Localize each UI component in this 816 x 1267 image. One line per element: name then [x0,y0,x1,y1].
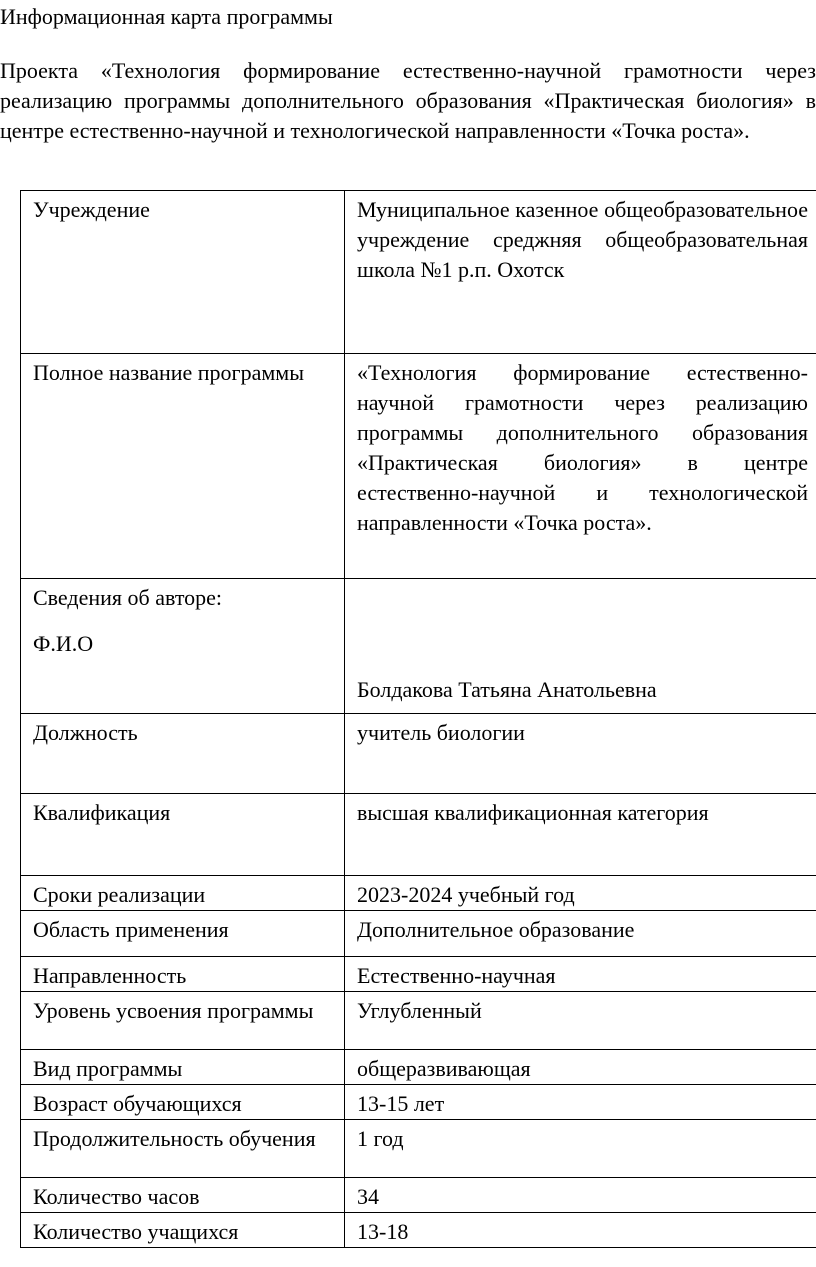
author-label: Сведения об авторе: [33,585,223,610]
page-title: Информационная карта программы [0,4,333,29]
row-label-timeframe: Сроки реализации [21,876,345,911]
table-row [21,1120,816,1178]
row-label-program-name: Полное название программы [21,354,345,579]
table-row [21,957,816,992]
row-value-position: учитель биологии [345,714,816,794]
table-row [21,1178,816,1213]
table-row [21,1050,816,1085]
row-value-program-name: «Технология формирование естественно-научной грамотности через реализацию программы дополнительного образования «Практическая биология» в центре естественно-научной и технологической направленности «Точка роста». [345,354,816,579]
table-row [21,992,816,1050]
table-row [21,191,816,354]
table-row [21,1213,816,1248]
table-row [21,714,816,794]
row-value-program-type: общеразвивающая [345,1050,816,1085]
row-label-mastery-level: Уровень усвоения программы [21,992,345,1050]
table-row [21,794,816,876]
row-label-program-type: Вид программы [21,1050,345,1085]
row-label-duration: Продолжительность обучения [21,1120,345,1178]
row-value-timeframe: 2023-2024 учебный год [345,876,816,911]
table-row [21,579,816,714]
table-row [21,876,816,911]
row-value-student-count: 13-18 [345,1213,816,1248]
table-row [21,911,816,957]
row-label-institution: Учреждение [21,191,345,354]
info-table [20,190,816,1248]
row-label-hours: Количество часов [21,1178,345,1213]
row-value-author [345,579,816,714]
row-label-student-count: Количество учащихся [21,1213,345,1248]
row-label-qualification: Квалификация [21,794,345,876]
row-value-duration: 1 год [345,1120,816,1178]
table-row [21,1085,816,1120]
row-value-institution: Муниципальное казенное общеобразовательное учреждение среджняя общеобразовательная школа №1 р.п. Охотск [345,191,816,354]
row-value-application-area: Дополнительное образование [345,911,816,957]
row-label-position: Должность [21,714,345,794]
row-label-student-age: Возраст обучающихся [21,1085,345,1120]
row-value-qualification: высшая квалификационная категория [345,794,816,876]
author-name: Болдакова Татьяна Анатольевна [357,677,657,702]
row-value-student-age: 13-15 лет [345,1085,816,1120]
intro-paragraph: Проекта «Технология формирование естественно-научной грамотности через реализацию программы дополнительного образования «Практическая биология» в центре естественно-научной и технологической направленности «Точка роста». [0,58,816,143]
row-label-author [21,579,345,714]
row-label-application-area: Область применения [21,911,345,957]
table-row [21,354,816,579]
row-value-hours: 34 [345,1178,816,1213]
row-label-orientation: Направленность [21,957,345,992]
row-value-orientation: Естественно-научная [345,957,816,992]
row-value-mastery-level: Углубленный [345,992,816,1050]
author-fio-label: Ф.И.О [33,631,94,656]
